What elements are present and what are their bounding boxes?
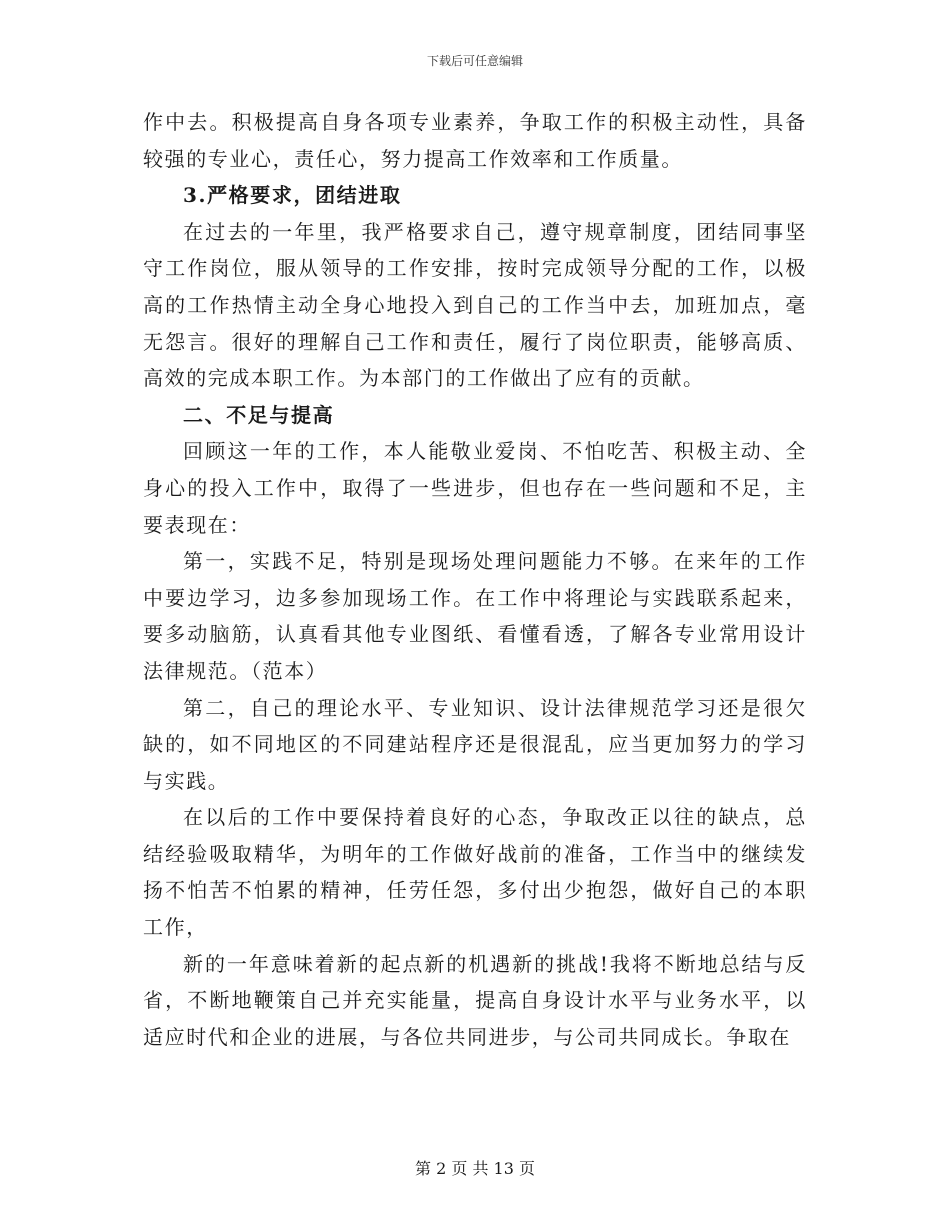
page-number: 第 2 页 共 13 页 (415, 1159, 535, 1178)
section-heading-shortcomings: 二、不足与提高 (183, 402, 335, 427)
paragraph-new-year: 新的一年意味着新的起点新的机遇新的挑战!我将不断地总结与反省，不断地鞭策自己并充实能量，提高自身设计水平与业务水平，以适应时代和企业的进展，与各位共同进步，与公司共同成长。争取在 (143, 951, 807, 1049)
paragraph-review: 回顾这一年的工作，本人能敬业爱岗、不怕吃苦、积极主动、全身心的投入工作中，取得了一些进步，但也存在一些问题和不足，主要表现在： (143, 439, 807, 537)
paragraph-first-point: 第一，实践不足，特别是现场处理问题能力不够。在来年的工作中要边学习，边多参加现场工作。在工作中将理论与实践联系起来，要多动脑筋，认真看其他专业图纸、看懂看透，了解各专业常用设计法律规范。（范本） (143, 549, 807, 683)
document-body (143, 104, 807, 1055)
page-header-note: 下载后可任意编辑 (426, 54, 523, 68)
paragraph-continuation: 作中去。积极提高自身各项专业素养，争取工作的积极主动性，具备较强的专业心，责任心，努力提高工作效率和工作质量。 (143, 110, 807, 171)
paragraph-second-point: 第二，自己的理论水平、专业知识、设计法律规范学习还是很欠缺的，如不同地区的不同建站程序还是很混乱，应当更加努力的学习与实践。 (143, 695, 807, 793)
paragraph-strict-requirements: 在过去的一年里，我严格要求自己，遵守规章制度，团结同事坚守工作岗位，服从领导的工作安排，按时完成领导分配的工作，以极高的工作热情主动全身心地投入到自己的工作当中去，加班加点，毫无怨言。很好的理解自己工作和责任，履行了岗位职责，能够高质、高效的完成本职工作。为本部门的工作做出了应有的贡献。 (143, 219, 807, 391)
paragraph-future-attitude: 在以后的工作中要保持着良好的心态，争取改正以往的缺点，总结经验吸取精华，为明年的工作做好战前的准备，工作当中的继续发扬不怕苦不怕累的精神，任劳任怨，多付出少抱怨，做好自己的本职工作， (143, 805, 807, 940)
section-heading-strict-requirements: 3.严格要求，团结进取 (183, 183, 402, 208)
